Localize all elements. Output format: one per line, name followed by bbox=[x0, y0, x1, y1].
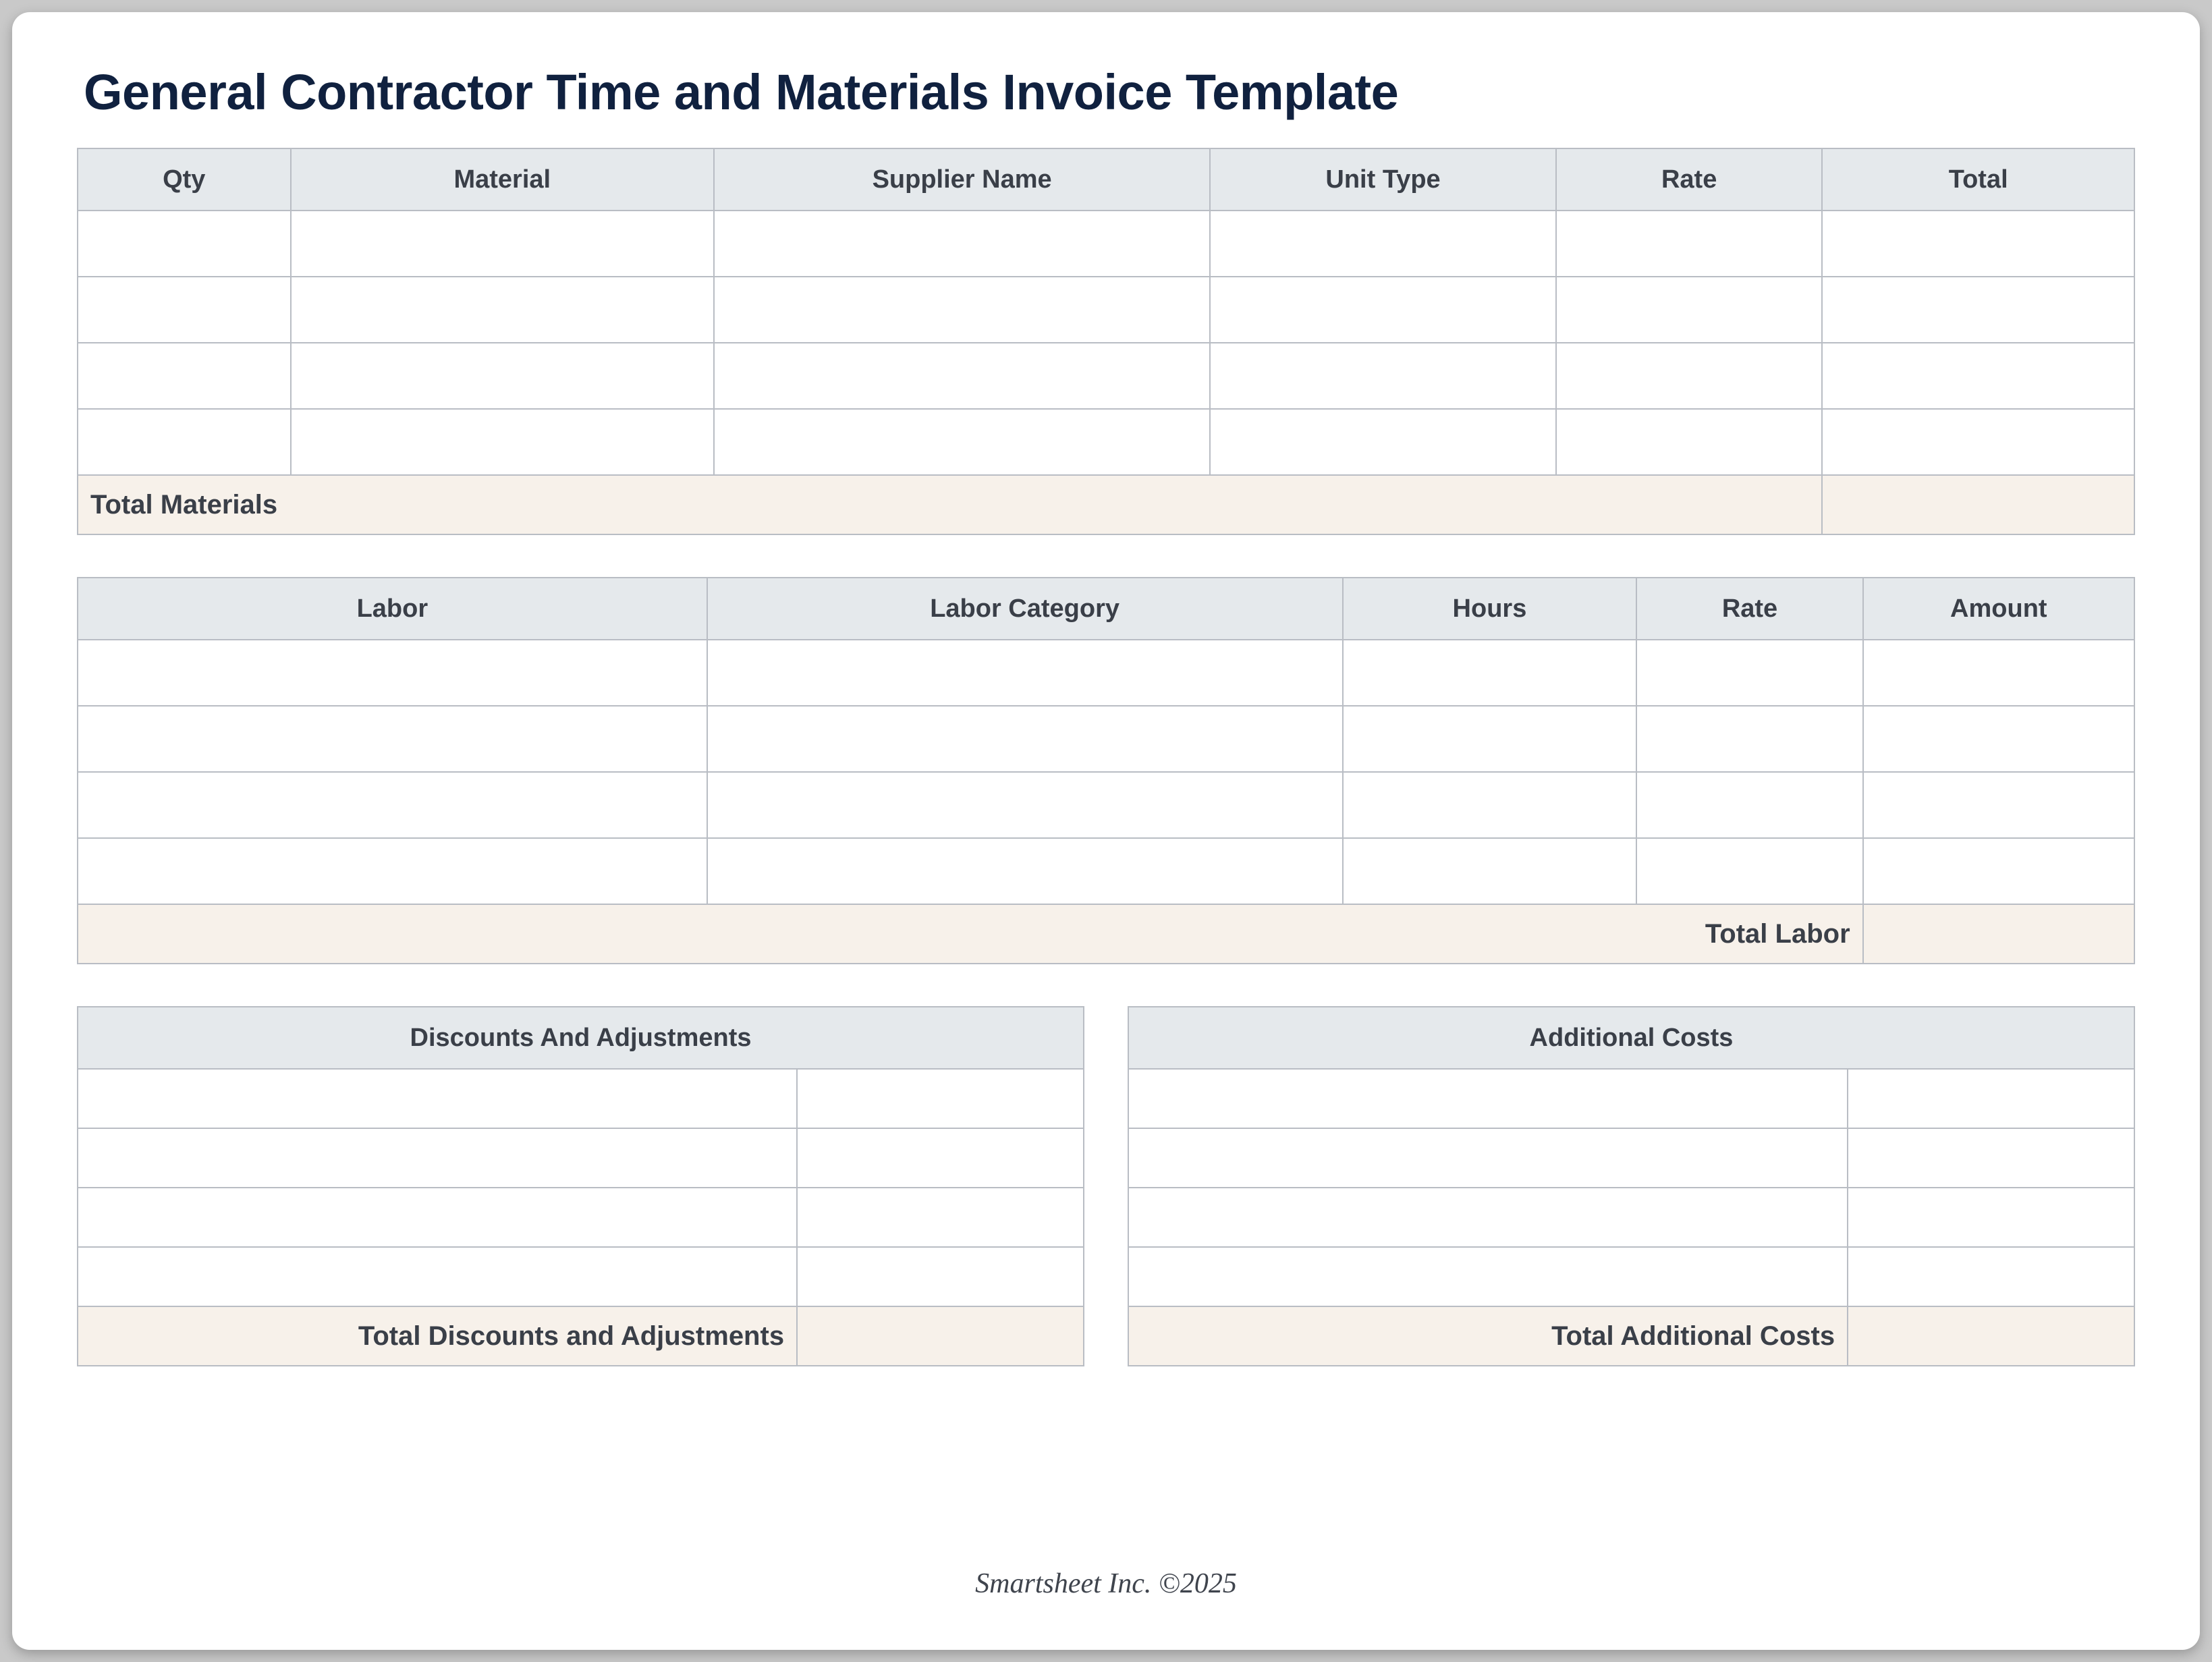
labor-header-row bbox=[78, 578, 2134, 640]
labor-cell-hours[interactable] bbox=[1343, 640, 1637, 706]
materials-cell-rate[interactable] bbox=[1556, 343, 1822, 409]
discounts-header: Discounts And Adjustments bbox=[78, 1007, 1084, 1069]
materials-col-material: Material bbox=[291, 148, 715, 211]
labor-cell-hours[interactable] bbox=[1343, 838, 1637, 904]
labor-cell-category[interactable] bbox=[707, 772, 1343, 838]
table-row bbox=[78, 277, 2134, 343]
bottom-tables bbox=[77, 1006, 2135, 1366]
additional-costs-cell-label[interactable] bbox=[1128, 1069, 1848, 1128]
materials-cell-supplier[interactable] bbox=[714, 343, 1210, 409]
materials-col-unit-type: Unit Type bbox=[1210, 148, 1556, 211]
invoice-sheet bbox=[12, 12, 2200, 1650]
labor-cell-amount[interactable] bbox=[1863, 706, 2134, 772]
materials-cell-total[interactable] bbox=[1822, 409, 2134, 475]
table-row bbox=[78, 211, 2134, 277]
discounts-table bbox=[77, 1006, 1084, 1366]
additional-costs-cell-label[interactable] bbox=[1128, 1128, 1848, 1188]
materials-cell-unit-type[interactable] bbox=[1210, 343, 1556, 409]
materials-col-supplier-name: Supplier Name bbox=[714, 148, 1210, 211]
labor-col-hours: Hours bbox=[1343, 578, 1637, 640]
discounts-cell-value[interactable] bbox=[797, 1069, 1084, 1128]
additional-costs-cell-value[interactable] bbox=[1848, 1069, 2134, 1128]
materials-cell-supplier[interactable] bbox=[714, 211, 1210, 277]
materials-col-qty: Qty bbox=[78, 148, 291, 211]
materials-cell-material[interactable] bbox=[291, 343, 715, 409]
discounts-cell-value[interactable] bbox=[797, 1128, 1084, 1188]
table-row bbox=[78, 640, 2134, 706]
total-materials-value[interactable] bbox=[1822, 475, 2134, 534]
table-row bbox=[78, 706, 2134, 772]
discounts-cell-value[interactable] bbox=[797, 1247, 1084, 1306]
materials-cell-total[interactable] bbox=[1822, 211, 2134, 277]
additional-costs-header-row bbox=[1128, 1007, 2134, 1069]
additional-costs-header: Additional Costs bbox=[1128, 1007, 2134, 1069]
materials-cell-rate[interactable] bbox=[1556, 409, 1822, 475]
labor-cell-category[interactable] bbox=[707, 838, 1343, 904]
table-row bbox=[78, 343, 2134, 409]
materials-header-row bbox=[78, 148, 2134, 211]
additional-costs-cell-value[interactable] bbox=[1848, 1188, 2134, 1247]
additional-costs-cell-value[interactable] bbox=[1848, 1247, 2134, 1306]
total-additional-costs-label: Total Additional Costs bbox=[1128, 1306, 1848, 1366]
materials-cell-rate[interactable] bbox=[1556, 277, 1822, 343]
materials-cell-qty[interactable] bbox=[78, 277, 291, 343]
materials-cell-total[interactable] bbox=[1822, 343, 2134, 409]
labor-cell-amount[interactable] bbox=[1863, 838, 2134, 904]
labor-col-labor-category: Labor Category bbox=[707, 578, 1343, 640]
materials-cell-material[interactable] bbox=[291, 211, 715, 277]
materials-cell-qty[interactable] bbox=[78, 211, 291, 277]
additional-costs-total-row bbox=[1128, 1306, 2134, 1366]
table-row bbox=[1128, 1247, 2134, 1306]
total-labor-label: Total Labor bbox=[78, 904, 1863, 964]
labor-cell-category[interactable] bbox=[707, 706, 1343, 772]
materials-cell-supplier[interactable] bbox=[714, 277, 1210, 343]
labor-cell-hours[interactable] bbox=[1343, 706, 1637, 772]
table-row bbox=[78, 409, 2134, 475]
table-row bbox=[78, 1247, 1084, 1306]
table-row bbox=[1128, 1188, 2134, 1247]
discounts-cell-label[interactable] bbox=[78, 1188, 797, 1247]
additional-costs-cell-label[interactable] bbox=[1128, 1247, 1848, 1306]
additional-costs-cell-value[interactable] bbox=[1848, 1128, 2134, 1188]
table-row bbox=[1128, 1128, 2134, 1188]
materials-cell-qty[interactable] bbox=[78, 409, 291, 475]
table-row bbox=[78, 1128, 1084, 1188]
materials-cell-unit-type[interactable] bbox=[1210, 211, 1556, 277]
additional-costs-cell-label[interactable] bbox=[1128, 1188, 1848, 1247]
materials-cell-unit-type[interactable] bbox=[1210, 409, 1556, 475]
discounts-header-row bbox=[78, 1007, 1084, 1069]
total-materials-label: Total Materials bbox=[78, 475, 1822, 534]
table-row bbox=[78, 838, 2134, 904]
discounts-cell-label[interactable] bbox=[78, 1069, 797, 1128]
materials-total-row bbox=[78, 475, 2134, 534]
labor-cell-rate[interactable] bbox=[1636, 640, 1862, 706]
table-row bbox=[78, 1188, 1084, 1247]
materials-col-rate: Rate bbox=[1556, 148, 1822, 211]
additional-costs-section bbox=[1128, 1006, 2135, 1366]
total-labor-value[interactable] bbox=[1863, 904, 2134, 964]
labor-cell-amount[interactable] bbox=[1863, 772, 2134, 838]
labor-cell-rate[interactable] bbox=[1636, 772, 1862, 838]
labor-table bbox=[77, 577, 2135, 964]
discounts-cell-label[interactable] bbox=[78, 1247, 797, 1306]
materials-cell-material[interactable] bbox=[291, 277, 715, 343]
discounts-total-row bbox=[78, 1306, 1084, 1366]
labor-col-rate: Rate bbox=[1636, 578, 1862, 640]
materials-cell-total[interactable] bbox=[1822, 277, 2134, 343]
labor-col-amount: Amount bbox=[1863, 578, 2134, 640]
table-row bbox=[1128, 1069, 2134, 1128]
footer-copyright: Smartsheet Inc. ©2025 bbox=[975, 1568, 1237, 1599]
labor-cell-rate[interactable] bbox=[1636, 838, 1862, 904]
labor-cell-labor[interactable] bbox=[78, 640, 707, 706]
discounts-cell-value[interactable] bbox=[797, 1188, 1084, 1247]
total-discounts-value[interactable] bbox=[797, 1306, 1084, 1366]
section-spacer bbox=[77, 535, 2135, 577]
total-additional-costs-value[interactable] bbox=[1848, 1306, 2134, 1366]
page-title: General Contractor Time and Materials Invoice Template bbox=[84, 64, 1399, 120]
labor-total-row bbox=[78, 904, 2134, 964]
labor-cell-category[interactable] bbox=[707, 640, 1343, 706]
labor-cell-rate[interactable] bbox=[1636, 706, 1862, 772]
labor-col-labor: Labor bbox=[78, 578, 707, 640]
discounts-cell-label[interactable] bbox=[78, 1128, 797, 1188]
materials-cell-material[interactable] bbox=[291, 409, 715, 475]
discounts-section bbox=[77, 1006, 1084, 1366]
total-discounts-label: Total Discounts and Adjustments bbox=[78, 1306, 797, 1366]
materials-cell-rate[interactable] bbox=[1556, 211, 1822, 277]
materials-table bbox=[77, 148, 2135, 535]
labor-cell-labor[interactable] bbox=[78, 772, 707, 838]
labor-cell-labor[interactable] bbox=[78, 706, 707, 772]
labor-cell-hours[interactable] bbox=[1343, 772, 1637, 838]
table-row bbox=[78, 1069, 1084, 1128]
materials-col-total: Total bbox=[1822, 148, 2134, 211]
table-row bbox=[78, 772, 2134, 838]
labor-cell-labor[interactable] bbox=[78, 838, 707, 904]
materials-cell-qty[interactable] bbox=[78, 343, 291, 409]
materials-cell-unit-type[interactable] bbox=[1210, 277, 1556, 343]
labor-cell-amount[interactable] bbox=[1863, 640, 2134, 706]
materials-cell-supplier[interactable] bbox=[714, 409, 1210, 475]
additional-costs-table bbox=[1128, 1006, 2135, 1366]
